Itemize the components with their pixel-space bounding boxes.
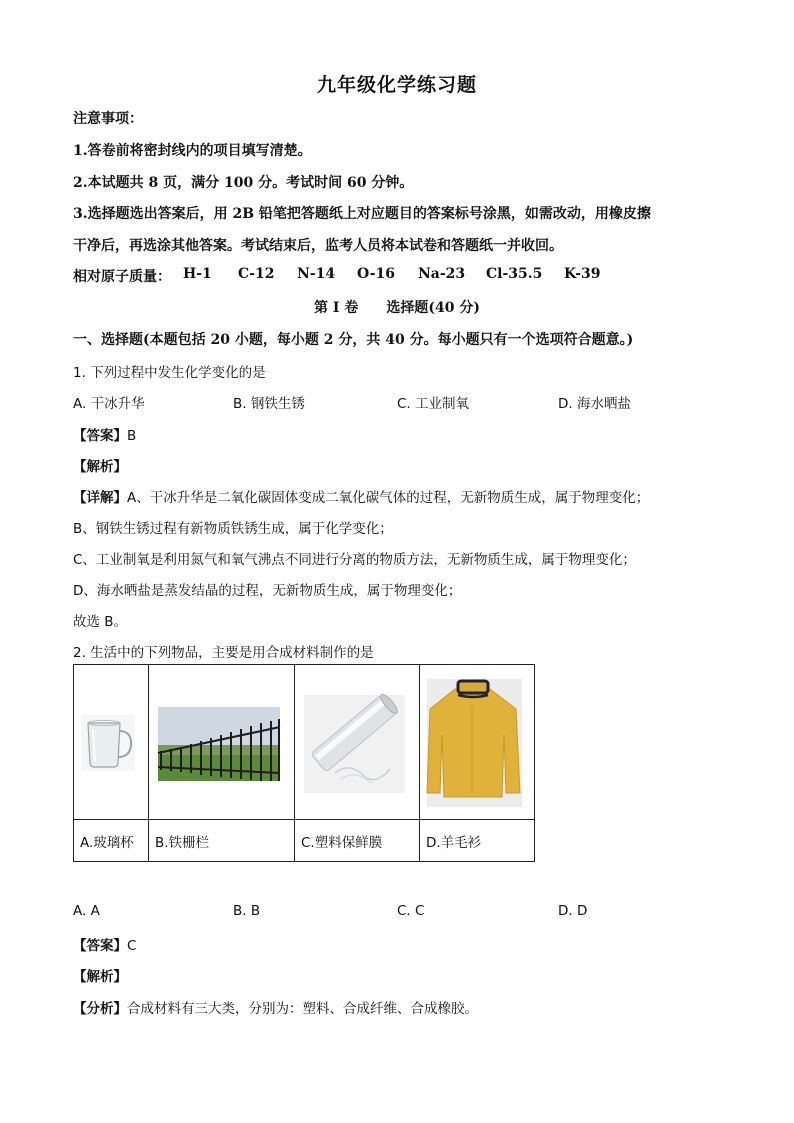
atomic-mass-o: O-16 [357,266,396,282]
q2-answer [73,934,136,954]
q2-caption-b: B.铁栅栏 [149,820,295,862]
q1-answer-tag: 【答案】 [73,428,127,444]
q2-option-c: C. C [397,903,425,919]
q2-image-table [73,664,535,862]
notice-heading: 注意事项： [73,111,143,127]
q1-detail-text-1: A、干冰升华是二氧化碳固体变成二氧化碳气体的过程，无新物质生成，属于物理变化； [127,490,650,506]
q1-detail-tag: 【详解】 [73,490,127,506]
notice-item-3: 3.选择题选出答案后，用 2B 铅笔把答题纸上对应题目的答案标号涂黑，如需改动，用橡皮擦 [73,206,651,222]
q2-cell-a-image [74,665,149,820]
q2-option-a: A. A [73,903,100,919]
q1-option-a: A. 干冰升华 [73,396,145,412]
plastic-wrap-icon [295,665,419,819]
atomic-mass-h: H-1 [183,266,212,282]
atomic-mass-na: Na-23 [418,266,466,282]
iron-fence-icon [149,665,294,819]
q1-option-d: D. 海水晒盐 [558,396,631,412]
q2-cell-c-image [295,665,420,820]
q1-answer [73,424,136,444]
atomic-mass-n: N-14 [297,266,336,282]
q1-detail-line-2: B、钢铁生锈过程有新物质铁锈生成，属于化学变化； [73,521,393,537]
q1-detail-line-3: C、工业制氧是利用氮气和氧气沸点不同进行分离的物质方法，无新物质生成，属于物理变化； [73,552,636,568]
q2-fenxi-line [73,997,478,1017]
q2-caption-d: D.羊毛衫 [420,820,535,862]
q1-option-b: B. 钢铁生锈 [233,396,305,412]
q2-cell-b-image [149,665,295,820]
q2-caption-a: A.玻璃杯 [74,820,149,862]
q2-cell-d-image [420,665,535,820]
atomic-mass-row [73,266,601,286]
section-title: 第 I 卷 选择题(40 分) [314,300,480,316]
part-heading: 一、选择题(本题包括 20 小题，每小题 2 分，共 40 分。每小题只有一个选项符合题意。) [73,332,634,348]
q1-answer-value: B [127,428,137,444]
q2-option-b: B. B [233,903,261,919]
notice-item-4: 干净后，再选涂其他答案。考试结束后，监考人员将本试卷和答题纸一并收回。 [73,238,563,254]
page-title: 九年级化学练习题 [316,74,477,96]
atomic-mass-label: 相对原子质量： [73,269,171,285]
q2-stem: 2. 生活中的下列物品，主要是用合成材料制作的是 [73,645,374,661]
atomic-mass-k: K-39 [564,266,601,282]
q1-detail-line-4: D、海水晒盐是蒸发结晶的过程，无新物质生成，属于物理变化； [73,583,462,599]
notice-item-2: 2.本试题共 8 页，满分 100 分。考试时间 60 分钟。 [73,175,414,191]
q2-answer-tag: 【答案】 [73,938,127,954]
q2-option-d: D. D [558,903,588,919]
wool-sweater-icon [420,665,534,819]
q1-detail-line-1 [73,486,649,506]
q1-analysis-tag: 【解析】 [73,459,127,475]
q1-option-c: C. 工业制氧 [397,396,470,412]
notice-item-1: 1.答卷前将密封线内的项目填写清楚。 [73,143,312,159]
q2-caption-c: C.塑料保鲜膜 [295,820,420,862]
atomic-mass-c: C-12 [238,266,275,282]
glass-cup-icon [74,665,148,819]
q2-fenxi-text: 合成材料有三大类，分别为：塑料、合成纤维、合成橡胶。 [127,1001,478,1017]
q1-detail-line-5: 故选 B。 [73,614,128,630]
q2-answer-value: C [127,938,137,954]
atomic-mass-cl: Cl-35.5 [486,266,543,282]
q1-stem: 1. 下列过程中发生化学变化的是 [73,365,266,381]
q2-analysis-tag: 【解析】 [73,969,127,985]
q2-fenxi-tag: 【分析】 [73,1001,127,1017]
